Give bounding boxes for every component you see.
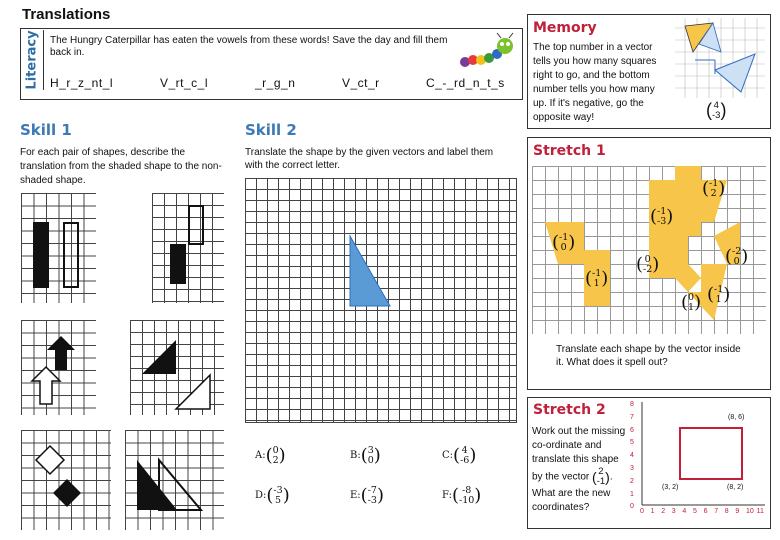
skill1-shaded-rect-2	[170, 244, 186, 284]
y-tick-label: 1	[630, 490, 634, 498]
x-tick-label: 6	[703, 508, 708, 515]
y-tick-label: 4	[630, 452, 634, 460]
x-tick-label: 8	[724, 508, 729, 515]
stretch1-vector-5: ( 0 -2 )	[636, 253, 660, 275]
y-tick-label: 2	[630, 477, 634, 485]
literacy-tag-label: Literacy	[24, 30, 39, 90]
stretch1-vector-6: ( -1 1 )	[585, 267, 609, 289]
memory-heading: Memory	[533, 20, 597, 36]
x-tick-label: 7	[714, 508, 719, 515]
word-origin: _r_g_n	[255, 76, 296, 90]
y-tick-label: 5	[630, 439, 634, 447]
stretch2-text: Work out the missing co-ordinate and translate this shape by the vector ( 2 -1 ). What are the new coordinates?	[532, 426, 626, 513]
y-tick-label: 8	[630, 401, 634, 408]
word-vector: V_ct_r	[342, 76, 380, 90]
stretch1-vector-8: ( 0 1 )	[681, 291, 702, 313]
stretch2-heading: Stretch 2	[533, 402, 606, 418]
vector-c: C:( 4 -6 )	[442, 444, 477, 466]
literacy-instruction: The Hungry Caterpillar has eaten the vowels from these words! Save the day and fill them back in.	[50, 35, 448, 58]
skill1-text: For each pair of shapes, describe the translation from the shaded shape to the non-shaded shape.	[20, 147, 222, 186]
stretch1-vector-1: ( -1 2 )	[702, 177, 726, 199]
stretch2-rectangle	[680, 428, 742, 479]
memory-vector: ( 4 -3 )	[706, 99, 727, 121]
skill1-outline-rect-1	[63, 222, 79, 288]
skill2-text: Translate the shape by the given vectors and label them with the correct letter.	[245, 147, 494, 171]
x-tick-label: 4	[682, 508, 687, 515]
y-tick-label: 6	[630, 426, 634, 434]
skill1-outline-rect-2	[188, 205, 204, 245]
memory-diagram	[675, 18, 767, 100]
literacy-tag	[20, 30, 44, 90]
memory-text: The top number in a vector tells you how many squares right to go, and the bottom number tells you how many up. If it's negative, go the opposite way!	[533, 42, 657, 123]
skill1-outline-arrow	[30, 366, 62, 406]
word-vertical: V_rt_c_l	[160, 76, 209, 90]
x-tick-label: 1	[650, 508, 655, 515]
skill1-shaded-triangle	[142, 340, 182, 376]
x-tick-label: 11	[756, 508, 764, 515]
x-tick-label: 2	[661, 508, 666, 515]
skill1-shaded-rect-1	[33, 222, 49, 288]
word-horizontal: H_r_z_nt_l	[50, 76, 114, 90]
caterpillar-icon	[455, 32, 517, 72]
stretch1-instruction: Translate each shape by the vector inside it. What does it spell out?	[556, 344, 741, 368]
point-bottom-right: (8, 2)	[727, 484, 744, 491]
skill1-outline-triangle	[176, 375, 216, 411]
stretch1-vector-3: ( -1 0 )	[552, 231, 576, 253]
point-top-right: (8, 6)	[728, 414, 745, 421]
y-tick-label: 7	[630, 413, 634, 421]
memory-vector-top: 4	[713, 99, 719, 111]
skill2-triangle	[345, 236, 395, 308]
vector-b: B:( 3 0 )	[350, 444, 381, 466]
x-tick-label: 0	[640, 508, 644, 515]
y-tick-label: 3	[630, 465, 634, 472]
stretch1-heading: Stretch 1	[533, 143, 606, 159]
x-tick-label: 5	[693, 508, 697, 515]
y-tick-label: 0	[630, 503, 634, 511]
stretch2-vector-bottom: -1	[596, 476, 606, 487]
skill1-pair-triangles	[137, 460, 207, 512]
vector-d: D:( -3 5 )	[255, 484, 290, 506]
skill2-heading: Skill 2	[245, 121, 297, 139]
x-tick-label: 10	[746, 508, 754, 515]
x-tick-label: 9	[735, 508, 740, 515]
skill1-heading: Skill 1	[20, 121, 72, 139]
vector-e: E:( -7 -3 )	[350, 484, 384, 506]
skill1-outline-diamond	[35, 445, 65, 475]
word-coordinates: C_-_rd_n_t_s	[426, 76, 505, 90]
point-bottom-left: (3, 2)	[662, 484, 679, 491]
stretch2-vector-top: 2	[598, 466, 604, 477]
page-title: Translations	[22, 6, 111, 23]
stretch1-vector-7: ( -1 1 )	[707, 283, 731, 305]
vector-f: F:( -8 -10 )	[442, 484, 482, 506]
stretch2-axes	[640, 402, 768, 522]
skill1-shaded-diamond	[52, 478, 82, 508]
memory-vector-bottom: -3	[712, 109, 721, 121]
x-tick-label: 3	[671, 508, 676, 515]
stretch1-vector-4: ( -2 0 )	[725, 245, 749, 267]
vector-a: A:( 0 2 )	[255, 444, 286, 466]
stretch2-text-a: Work out the missing co-ordinate and translate this shape by the vector	[532, 426, 626, 483]
stretch2-text-b: . What are the new coordinates?	[532, 471, 613, 513]
stretch1-vector-2: ( -1 -3 )	[650, 205, 674, 227]
